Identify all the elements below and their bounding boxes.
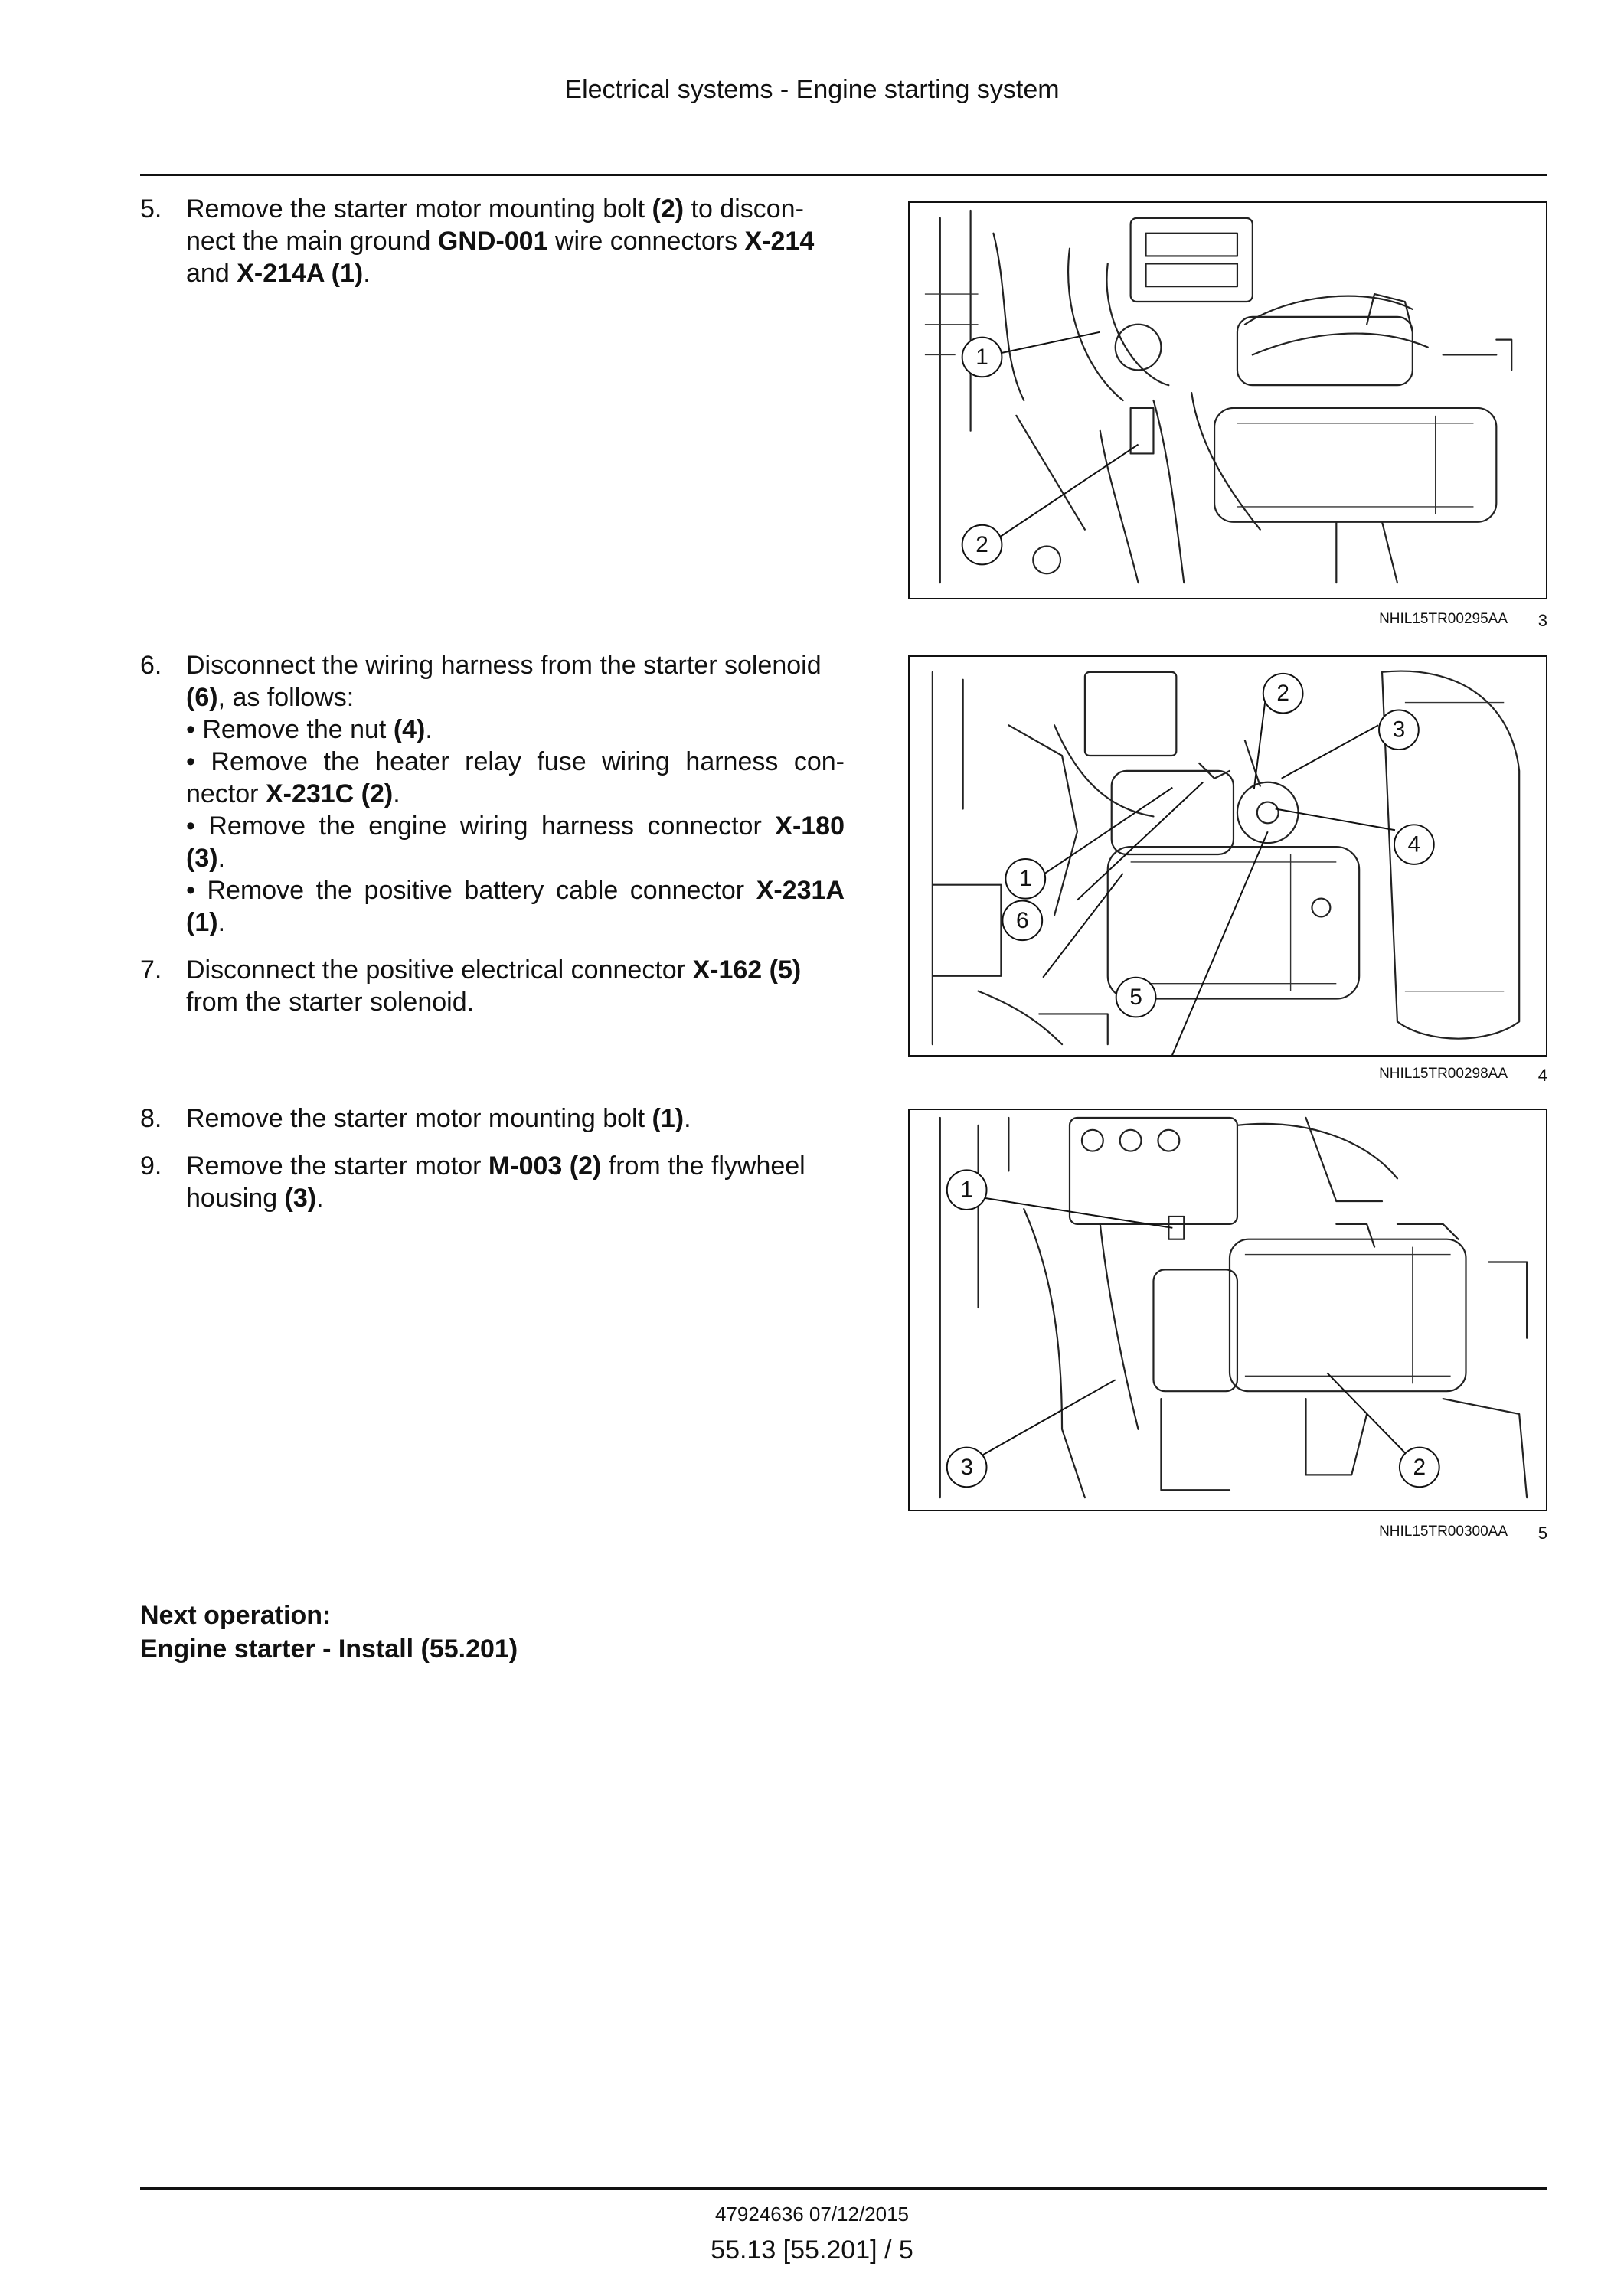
- step-text-run: .: [316, 1184, 324, 1213]
- figure-number: 5: [1537, 1524, 1547, 1543]
- svg-text:5: 5: [1129, 985, 1142, 1011]
- step-text-run: Disconnect the positive electrical connector: [186, 955, 693, 985]
- step-text-run: • Remove the engine wiring harness connector: [186, 812, 776, 841]
- steps-block-1: [140, 193, 845, 305]
- step-text-run: Disconnect the wiring harness from the starter solenoid: [186, 651, 822, 680]
- step-number: 6.: [140, 651, 162, 680]
- step-text: [186, 1150, 845, 1214]
- callout-5: [1116, 978, 1156, 1017]
- callout-4: [1394, 825, 1434, 864]
- callout-1: [947, 1170, 987, 1210]
- figure-starter-ground: [908, 201, 1547, 599]
- step-text: [186, 649, 845, 939]
- svg-text:1: 1: [1018, 866, 1032, 892]
- step-text: [186, 1102, 845, 1135]
- step-reference: (6): [186, 683, 218, 712]
- svg-text:2: 2: [1276, 681, 1289, 707]
- next-operation-link[interactable]: Engine starter - Install (55.201): [140, 1635, 518, 1664]
- step-bullet: [186, 746, 845, 810]
- next-operation-label: Next operation:: [140, 1601, 332, 1630]
- callout-2: [962, 525, 1002, 565]
- figure-caption: [908, 611, 1547, 631]
- svg-text:3: 3: [960, 1454, 973, 1480]
- svg-text:2: 2: [1413, 1454, 1426, 1480]
- step-text-run: • Remove the heater relay fuse wiring harness con-nector: [186, 747, 845, 808]
- step-instruction: [186, 955, 801, 1017]
- step-text-run: Remove the starter motor mounting bolt: [186, 1104, 652, 1133]
- callout-2: [1263, 674, 1303, 714]
- step-reference: X-162 (5): [692, 955, 802, 985]
- step: [140, 954, 845, 1018]
- figure-caption: [908, 1066, 1547, 1086]
- step-text-run: .: [363, 259, 371, 288]
- step: [140, 649, 845, 939]
- header-rule: [140, 174, 1547, 176]
- step-reference: (4): [393, 715, 426, 744]
- step: [140, 1150, 845, 1214]
- step-text-run: , as follows:: [217, 683, 355, 712]
- figure-code: NHIL15TR00300AA: [1379, 1524, 1508, 1540]
- figure-caption: [908, 1524, 1547, 1543]
- callout-3: [1379, 710, 1419, 750]
- step-text-run: Remove the starter motor mounting bolt: [186, 194, 652, 224]
- step-instruction: [186, 651, 822, 712]
- step-reference: M-003 (2): [488, 1151, 602, 1181]
- callout-3: [947, 1448, 987, 1488]
- svg-text:1: 1: [975, 344, 988, 370]
- step-number: 5.: [140, 194, 162, 224]
- step-bullet: [186, 810, 845, 874]
- step-text-run: • Remove the positive battery cable connector: [186, 876, 756, 905]
- step-reference: GND-001: [437, 227, 548, 256]
- step-bullet: [186, 874, 845, 939]
- step-reference: X-214: [744, 227, 815, 256]
- step: [140, 1102, 845, 1135]
- footer-rule: [140, 2187, 1547, 2190]
- step-text-run: to discon-nect the main ground: [186, 194, 804, 256]
- step-number: 8.: [140, 1104, 162, 1133]
- footer-document-id: 47924636 07/12/2015: [714, 2203, 910, 2226]
- step-reference: (2): [652, 194, 685, 224]
- step-text-run: wire connectors: [547, 227, 745, 256]
- step-text: [186, 193, 845, 289]
- step-reference: X-231A (1): [186, 876, 845, 937]
- step-text: [186, 954, 845, 1018]
- step-text-run: .: [393, 779, 400, 808]
- step-instruction: [186, 1104, 691, 1133]
- svg-text:6: 6: [1015, 907, 1029, 933]
- starter-removal-illustration: [910, 1110, 1546, 1510]
- step-text-run: and: [186, 259, 237, 288]
- step-number: 7.: [140, 955, 162, 985]
- next-operation: [140, 1599, 518, 1666]
- step-reference: X-231C (2): [265, 779, 394, 808]
- step-reference: (3): [284, 1184, 317, 1213]
- step-text-run: .: [217, 844, 226, 873]
- step-reference: X-214A (1): [237, 259, 364, 288]
- step-text-run: from the flywheel housing: [186, 1151, 805, 1213]
- figure-code: NHIL15TR00298AA: [1379, 1066, 1508, 1082]
- callout-1: [962, 338, 1002, 377]
- starter-ground-illustration: [910, 203, 1546, 598]
- figure-number: 3: [1537, 611, 1547, 630]
- page-header: Electrical systems - Engine starting system: [564, 75, 1060, 104]
- callout-1: [1005, 859, 1045, 899]
- step-instruction: [186, 194, 814, 288]
- callout-2: [1400, 1448, 1439, 1488]
- step-reference: (1): [652, 1104, 685, 1133]
- callout-6: [1002, 901, 1042, 941]
- figure-number: 4: [1537, 1066, 1547, 1085]
- svg-text:4: 4: [1407, 831, 1421, 857]
- step: [140, 193, 845, 289]
- footer-page-number: 55.13 [55.201] / 5: [711, 2236, 913, 2265]
- figure-code: NHIL15TR00295AA: [1379, 611, 1508, 627]
- step-text-run: from the starter solenoid.: [186, 988, 475, 1017]
- svg-text:1: 1: [960, 1177, 973, 1203]
- steps-block-3: [140, 1102, 845, 1230]
- figure-starter-removal: [908, 1109, 1547, 1511]
- step-number: 9.: [140, 1151, 162, 1181]
- steps-block-2: [140, 649, 845, 1034]
- step-instruction: [186, 1151, 805, 1213]
- figure-solenoid: [908, 655, 1547, 1057]
- step-bullet: [186, 714, 845, 746]
- svg-text:3: 3: [1392, 717, 1406, 743]
- solenoid-illustration: [910, 657, 1546, 1055]
- step-text-run: .: [425, 715, 433, 744]
- step-text-run: .: [684, 1104, 691, 1133]
- step-text-run: Remove the starter motor: [186, 1151, 489, 1181]
- svg-text:2: 2: [975, 532, 988, 558]
- step-text-run: • Remove the nut: [186, 715, 394, 744]
- step-text-run: .: [217, 908, 226, 937]
- step-reference: X-180 (3): [186, 812, 845, 873]
